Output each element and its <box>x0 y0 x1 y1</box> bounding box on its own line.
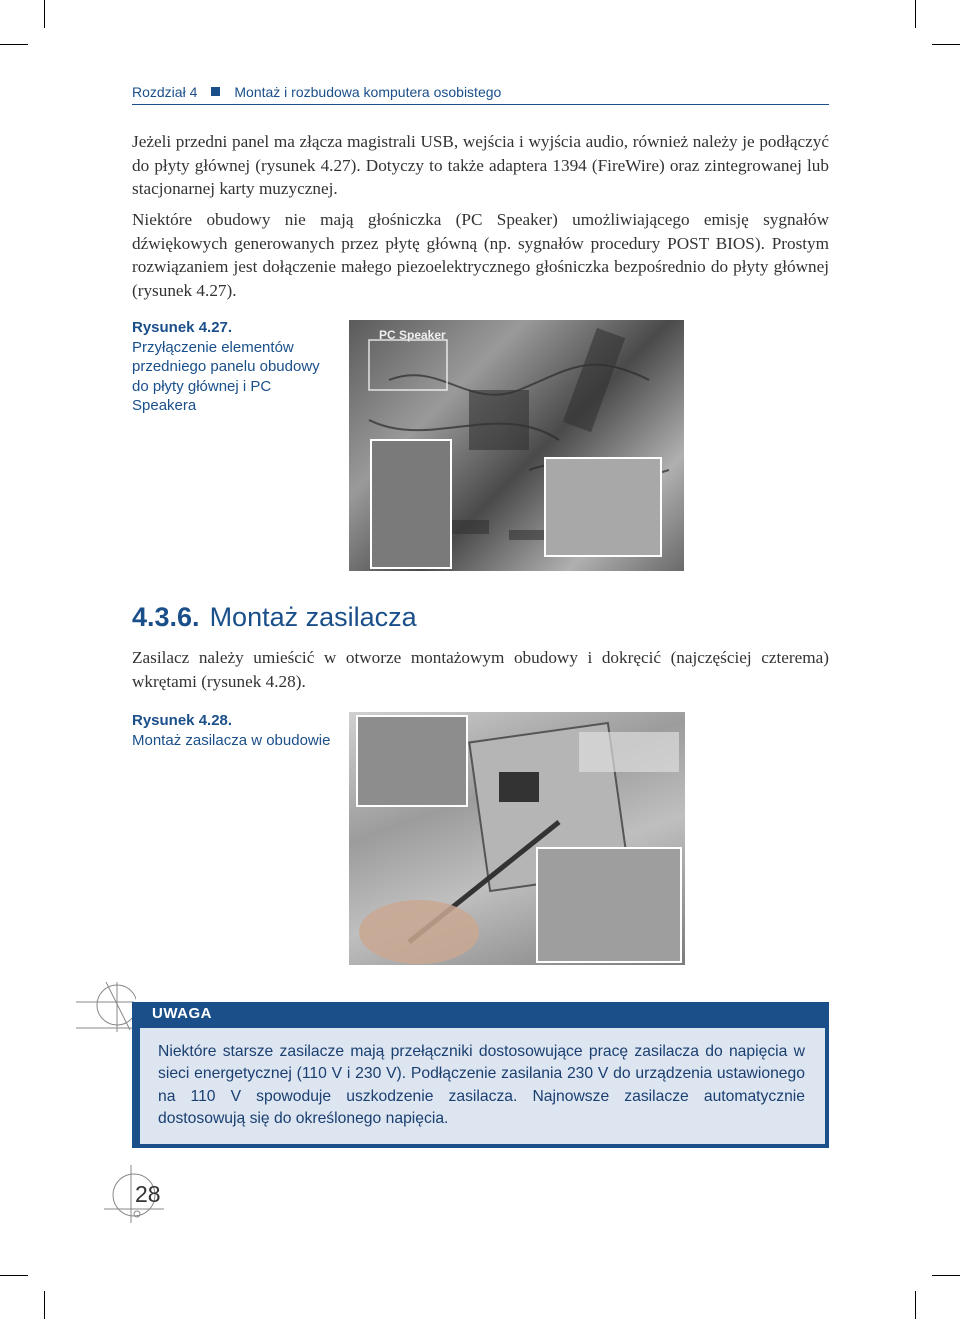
crop-mark <box>915 0 916 28</box>
figure-photo-motherboard <box>349 320 684 571</box>
section-heading <box>132 602 417 633</box>
crop-mark <box>0 44 28 45</box>
note-body <box>140 1028 825 1144</box>
section-number: 4.3.6. <box>132 602 200 632</box>
crop-mark <box>44 1291 45 1319</box>
note-title: UWAGA <box>152 1005 212 1022</box>
crop-mark <box>932 44 960 45</box>
square-bullet-icon <box>211 87 220 96</box>
chapter-label: Rozdział 4 <box>132 84 198 100</box>
figure-photo-psu-mounting <box>349 712 685 965</box>
psu-illustration <box>349 712 685 965</box>
running-header <box>132 84 829 105</box>
corner-ornament-icon <box>76 982 136 1032</box>
crop-mark <box>44 0 45 28</box>
photo-label: PC Speaker <box>379 328 446 342</box>
figure-caption <box>132 318 332 416</box>
motherboard-illustration <box>349 320 684 571</box>
note-box <box>132 1002 829 1148</box>
body-paragraph: Zasilacz należy umieścić w otworze montażowym obudowy i dokręcić (najczęściej czterema) wkrętami (rysunek 4.28). <box>132 648 829 691</box>
chapter-title: Montaż i rozbudowa komputera osobistego <box>234 84 502 100</box>
body-paragraph: Jeżeli przedni panel ma złącza magistrali USB, wejścia i wyjścia audio, również należy je podłączyć do płyty głównej (rysunek 4.27). Dotyczy to także adaptera 1394 (FireWire) oraz zintegrowanej lub stacjonarnej karty muzycznej. <box>132 132 829 199</box>
figure-caption-text: Montaż zasilacza w obudowie <box>132 731 331 749</box>
crop-mark <box>915 1291 916 1319</box>
section-title: Montaż zasilacza <box>209 602 417 632</box>
figure-number: Rysunek 4.27. <box>132 319 233 336</box>
body-paragraph: Niektóre obudowy nie mają głośniczka (PC Speaker) umożliwiającego emisję sygnałów dźwiękowych generowanych przez płytę główną (np. sygnałów procedury POST BIOS). Prostym rozwiązaniem jest dołączenie małego piezoelektrycznego głośniczka bezpośrednio do płyty głównej (rysunek 4.27). <box>132 210 829 300</box>
crop-mark <box>0 1275 28 1276</box>
page-number: 28 <box>135 1181 161 1207</box>
crop-mark <box>932 1275 960 1276</box>
figure-caption <box>132 711 332 750</box>
note-text: Niektóre starsze zasilacze mają przełączniki dostosowujące pracę zasilacza do napięcia w sieci energetycznej (110 V i 230 V). Podłączenie zasilania 230 V do urządzenia ustawionego na 110 V spowoduje uszkodzenie zasilacza. Najnowsze zasilacze automatycznie dostosowują się do określonego napięcia. <box>158 1043 805 1127</box>
figure-number: Rysunek 4.28. <box>132 712 233 729</box>
figure-caption-text: Przyłączenie elementów przedniego panelu obudowy do płyty głównej i PC Speakera <box>132 338 320 414</box>
